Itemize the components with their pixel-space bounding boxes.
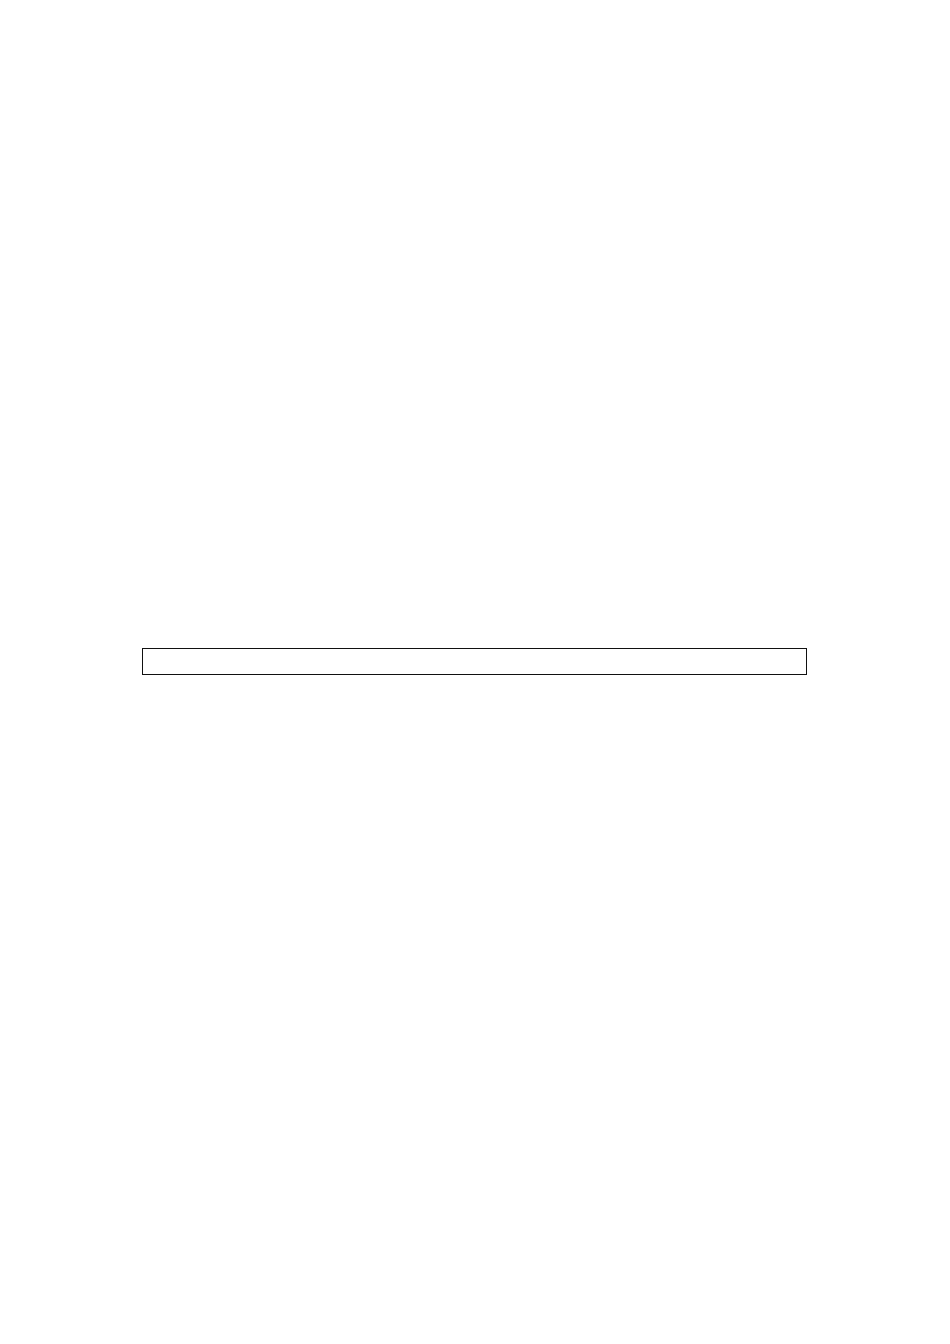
- word-box: [142, 648, 807, 675]
